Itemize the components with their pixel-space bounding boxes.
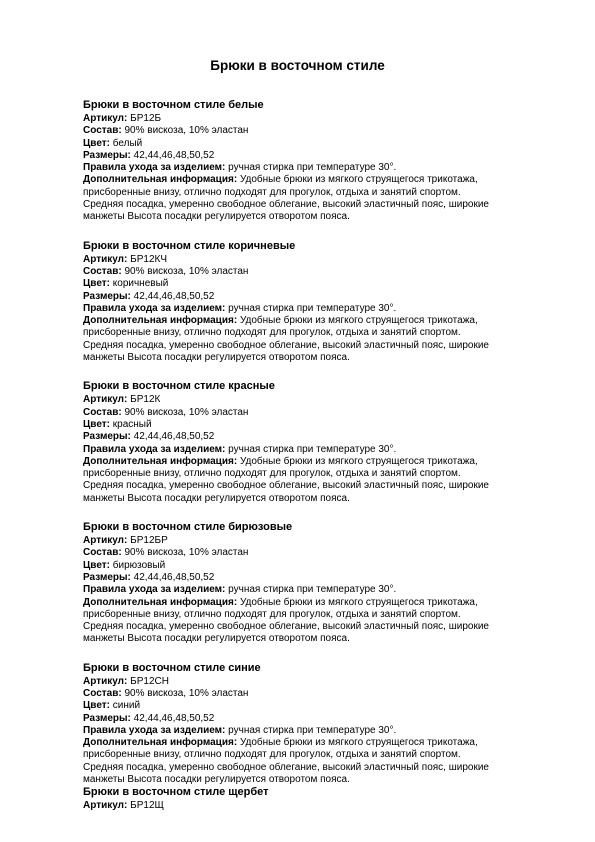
product-entry xyxy=(83,786,543,812)
color-value: бирюзовый xyxy=(112,559,166,571)
care-label: Правила ухода за изделием: xyxy=(83,443,226,455)
care-label: Правила ухода за изделием: xyxy=(83,302,226,314)
composition-field xyxy=(83,125,543,137)
care-field xyxy=(83,303,543,315)
product-entry xyxy=(83,521,543,646)
care-value: ручная стирка при температуре 30°. xyxy=(228,443,397,455)
sizes-value: 42,44,46,48,50,52 xyxy=(133,290,215,302)
article-field xyxy=(83,676,543,688)
article-label: Артикул: xyxy=(83,394,128,406)
sizes-field xyxy=(83,150,543,162)
composition-value: 90% вискоза, 10% эластан xyxy=(124,265,249,277)
sizes-value: 42,44,46,48,50,52 xyxy=(133,712,215,724)
product-entry xyxy=(83,240,543,365)
care-field xyxy=(83,162,543,174)
article-value: БР12БР xyxy=(130,535,168,547)
composition-value: 90% вискоза, 10% эластан xyxy=(124,406,249,418)
composition-label: Состав: xyxy=(83,406,122,418)
info-value: Удобные брюки из мягкого струящегося трикотажа, присборенные внизу, отлично подходят для прогулок, отдыха и занятий спортом. Средняя посадка, умеренно свободное облегание, высокий эластичный пояс, широкие манжеты Высота посадки регулируется отворотом пояса. xyxy=(83,174,489,223)
info-value: Удобные брюки из мягкого струящегося трикотажа, присборенные внизу, отлично подходят для прогулок, отдыха и занятий спортом. Средняя посадка, умеренно свободное облегание, высокий эластичный пояс, широкие манжеты Высота посадки регулируется отворотом пояса. xyxy=(83,315,489,364)
color-field xyxy=(83,138,543,150)
info-label: Дополнительная информация: xyxy=(83,174,238,186)
article-field xyxy=(83,535,543,547)
color-value: красный xyxy=(112,418,152,430)
color-field xyxy=(83,560,543,572)
article-label: Артикул: xyxy=(83,113,128,124)
composition-value: 90% вискоза, 10% эластан xyxy=(124,687,249,699)
composition-value: 90% вискоза, 10% эластан xyxy=(124,125,249,137)
care-field xyxy=(83,444,543,456)
color-label: Цвет: xyxy=(83,559,110,571)
care-value: ручная стирка при температуре 30°. xyxy=(228,162,397,174)
info-field xyxy=(83,737,543,786)
sizes-label: Размеры: xyxy=(83,431,131,443)
composition-field xyxy=(83,266,543,278)
info-field xyxy=(83,174,543,223)
product-entry xyxy=(83,380,543,505)
info-value: Удобные брюки из мягкого струящегося трикотажа, присборенные внизу, отлично подходят для прогулок, отдыха и занятий спортом. Средняя посадка, умеренно свободное облегание, высокий эластичный пояс, широкие манжеты Высота посадки регулируется отворотом пояса. xyxy=(83,596,489,645)
article-value: БР12К xyxy=(130,394,161,406)
page-title: Брюки в восточном стиле xyxy=(210,58,385,73)
product-name: Брюки в восточном стиле щербет xyxy=(83,786,269,799)
color-label: Цвет: xyxy=(83,700,110,712)
article-label: Артикул: xyxy=(83,675,128,687)
sizes-field xyxy=(83,431,543,443)
composition-label: Состав: xyxy=(83,265,122,277)
composition-field xyxy=(83,547,543,559)
color-field xyxy=(83,278,543,290)
info-label: Дополнительная информация: xyxy=(83,315,238,327)
care-field xyxy=(83,584,543,596)
care-field xyxy=(83,725,543,737)
article-label: Артикул: xyxy=(83,535,128,547)
composition-field xyxy=(83,688,543,700)
sizes-label: Размеры: xyxy=(83,290,131,302)
info-value: Удобные брюки из мягкого струящегося трикотажа, присборенные внизу, отлично подходят для прогулок, отдыха и занятий спортом. Средняя посадка, умеренно свободное облегание, высокий эластичный пояс, широкие манжеты Высота посадки регулируется отворотом пояса. xyxy=(83,455,489,504)
info-field xyxy=(83,597,543,646)
article-field xyxy=(83,800,543,812)
sizes-value: 42,44,46,48,50,52 xyxy=(133,571,215,583)
article-value: БР12Щ xyxy=(130,800,164,812)
article-label: Артикул: xyxy=(83,253,128,265)
color-field xyxy=(83,419,543,431)
info-label: Дополнительная информация: xyxy=(83,737,238,749)
care-value: ручная стирка при температуре 30°. xyxy=(228,724,397,736)
info-field xyxy=(83,456,543,505)
color-label: Цвет: xyxy=(83,137,110,149)
product-name: Брюки в восточном стиле бирюзовые xyxy=(83,521,293,534)
care-label: Правила ухода за изделием: xyxy=(83,724,226,736)
color-label: Цвет: xyxy=(83,278,110,290)
sizes-label: Размеры: xyxy=(83,149,131,161)
care-value: ручная стирка при температуре 30°. xyxy=(228,302,397,314)
composition-label: Состав: xyxy=(83,687,122,699)
article-value: БР12Б xyxy=(130,113,162,124)
product-name: Брюки в восточном стиле коричневые xyxy=(83,239,296,252)
sizes-label: Размеры: xyxy=(83,712,131,724)
article-value: БР12СН xyxy=(130,675,169,687)
color-label: Цвет: xyxy=(83,418,110,430)
sizes-field xyxy=(83,713,543,725)
composition-label: Состав: xyxy=(83,547,122,559)
composition-field xyxy=(83,407,543,419)
info-label: Дополнительная информация: xyxy=(83,596,238,608)
color-value: синий xyxy=(112,700,141,712)
sizes-field xyxy=(83,572,543,584)
article-field xyxy=(83,254,543,266)
info-value: Удобные брюки из мягкого струящегося трикотажа, присборенные внизу, отлично подходят для прогулок, отдыха и занятий спортом. Средняя посадка, умеренно свободное облегание, высокий эластичный пояс, широкие манжеты Высота посадки регулируется отворотом пояса. xyxy=(83,737,489,786)
sizes-field xyxy=(83,291,543,303)
info-field xyxy=(83,315,543,364)
product-entry xyxy=(83,99,543,224)
color-field xyxy=(83,700,543,712)
care-value: ручная стирка при температуре 30°. xyxy=(228,584,397,596)
care-label: Правила ухода за изделием: xyxy=(83,584,226,596)
article-field xyxy=(83,394,543,406)
article-label: Артикул: xyxy=(83,800,128,812)
composition-label: Состав: xyxy=(83,125,122,137)
sizes-value: 42,44,46,48,50,52 xyxy=(133,431,215,443)
composition-value: 90% вискоза, 10% эластан xyxy=(124,547,249,559)
product-name: Брюки в восточном стиле белые xyxy=(83,99,264,111)
product-name: Брюки в восточном стиле красные xyxy=(83,380,275,393)
article-field xyxy=(83,113,543,125)
care-label: Правила ухода за изделием: xyxy=(83,162,226,174)
color-value: белый xyxy=(112,137,143,149)
sizes-label: Размеры: xyxy=(83,571,131,583)
product-name: Брюки в восточном стиле синие xyxy=(83,661,261,674)
product-list xyxy=(83,99,543,813)
info-label: Дополнительная информация: xyxy=(83,455,238,467)
sizes-value: 42,44,46,48,50,52 xyxy=(133,149,215,161)
color-value: коричневый xyxy=(112,278,169,290)
product-entry xyxy=(83,662,543,787)
article-value: БР12КЧ xyxy=(130,253,168,265)
